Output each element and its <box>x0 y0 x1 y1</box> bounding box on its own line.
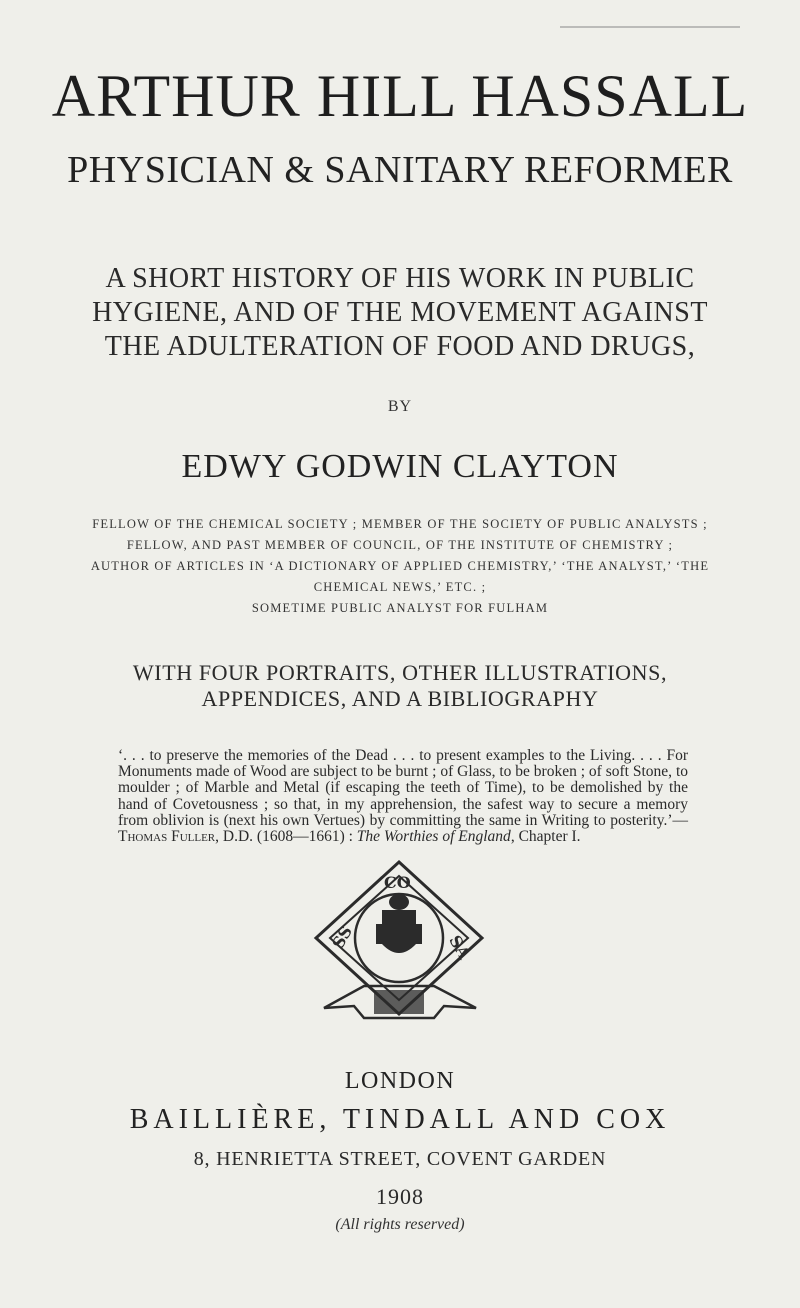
epigraph-quote <box>118 748 688 845</box>
author-name: EDWY GODWIN CLAYTON <box>181 448 619 485</box>
qualification-line: FELLOW, AND PAST MEMBER OF COUNCIL, OF THE INSTITUTE OF CHEMISTRY ; <box>126 538 674 552</box>
book-subtitle: PHYSICIAN & SANITARY REFORMER <box>67 149 733 191</box>
illustrations-line: APPENDICES, AND A BIBLIOGRAPHY <box>201 686 599 711</box>
qualification-line: AUTHOR OF ARTICLES IN ‘A DICTIONARY OF APPLIED CHEMISTRY,’ ‘THE ANALYST,’ ‘THE <box>90 559 710 573</box>
qualification-line: SOMETIME PUBLIC ANALYST FOR FULHAM <box>251 601 549 615</box>
book-title: ARTHUR HILL HASSALL <box>51 63 749 129</box>
description-line: HYGIENE, AND OF THE MOVEMENT AGAINST <box>92 297 708 328</box>
author-qualifications <box>0 514 800 619</box>
qualification-line: CHEMICAL NEWS,’ ETC. ; <box>313 580 487 594</box>
imprint-rights: (All rights reserved) <box>335 1216 465 1233</box>
book-description <box>0 262 800 364</box>
quote-text: ‘. . . to preserve the memories of the Dead . . . to present examples to the Living. . . . For Monuments made of Wood are subject to be burnt ; of Glass, to be broken ; of soft Stone, to moulder ; of Marble and Metal (if escaping the teeth of Time), to be demolished by the hand of Covetousness ; so that, in my apprehension, the safest way to secure a memory from oblivion is (next his own Vertues) by committing the same in Writing to posterity.’— <box>118 747 688 829</box>
svg-text:SS: SS <box>328 922 357 952</box>
svg-text:SA: SA <box>445 932 474 963</box>
description-line: THE ADULTERATION OF FOOD AND DRUGS, <box>104 331 696 362</box>
imprint-year: 1908 <box>376 1184 424 1209</box>
imprint-publisher: BAILLIÈRE, TINDALL AND COX <box>129 1104 671 1135</box>
publisher-seal-icon <box>304 858 494 1028</box>
quote-dates: (1608—1661) : <box>253 828 357 846</box>
page-edge-mark <box>560 26 740 28</box>
illustrations-line: WITH FOUR PORTRAITS, OTHER ILLUSTRATIONS, <box>132 660 668 685</box>
description-line: A SHORT HISTORY OF HIS WORK IN PUBLIC <box>105 263 695 294</box>
illustrations-note <box>0 660 800 712</box>
imprint-city: LONDON <box>344 1068 456 1094</box>
quote-work-title: The Worthies of England <box>356 828 511 846</box>
quote-attribution: Thomas Fuller, D.D. <box>118 828 254 846</box>
svg-text:CO: CO <box>384 873 411 892</box>
imprint-address: 8, HENRIETTA STREET, COVENT GARDEN <box>193 1148 607 1170</box>
by-label: BY <box>387 398 413 415</box>
qualification-line: FELLOW OF THE CHEMICAL SOCIETY ; MEMBER OF THE SOCIETY OF PUBLIC ANALYSTS ; <box>92 517 708 531</box>
quote-chapter: , Chapter I. <box>510 828 581 846</box>
